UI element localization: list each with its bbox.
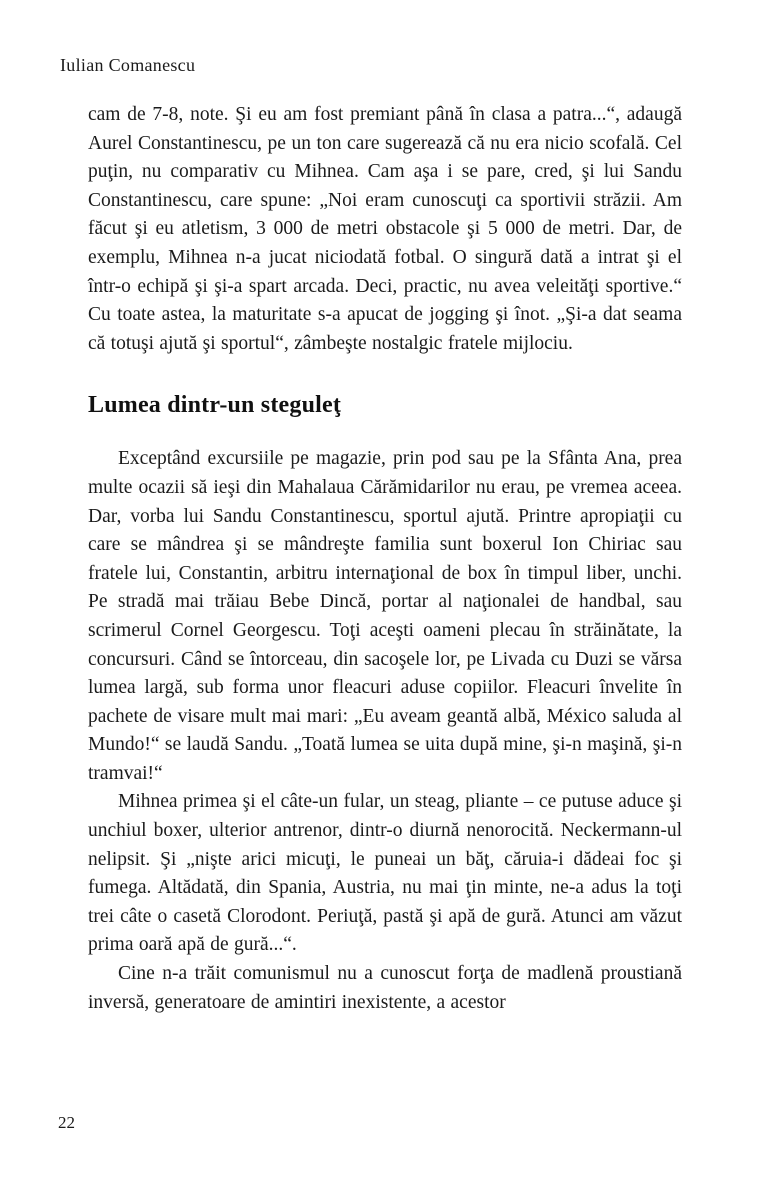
- page-number: 22: [58, 1113, 75, 1132]
- paragraph: Mihnea primea şi el câte-un fular, un steag, pliante – ce putuse aduce şi unchiul boxer, ulterior antrenor, dintr-o diurnă nenorocită. Neckermann-ul nelipsit. Şi „nişte arici micuţi, le puneai un băţ, căruia-i dădeai foc şi fumega. Altădată, din Spania, Austria, nu mai ţin minte, ne-a adus la toţi trei câte o casetă Clorodont. Periuţă, pastă şi apă de gură. Atunci am văzut prima oară apă de gură...“.: [88, 791, 682, 956]
- section-heading: Lumea dintr-un steguleţ: [88, 392, 342, 419]
- paragraph: Cine n-a trăit comunismul nu a cunoscut forţa de madlenă proustiană inversă, generatoare de amintiri inexistente, a acestor: [88, 963, 682, 1013]
- paragraph: Exceptând excursiile pe magazie, prin pod sau pe la Sfânta Ana, prea multe ocazii să ieşi din Mahalaua Cărămidarilor nu erau, pe vremea aceea. Dar, vorba lui Sandu Constantinescu, sportul ajută. Printre apropiaţii cu care se mândrea şi se mândreşte familia sunt boxerul Ion Chiriac sau fratele lui, Constantin, arbitru internaţional de box în timpul liber, unchi. Pe stradă mai trăiau Bebe Dincă, portar al naţionalei de handbal, sau scrimerul Cornel Georgescu. Toţi aceşti oameni plecau în străinătate, la concursuri. Când se întorceau, din sacoşele lor, pe Livada cu Duzi se vărsa lumea largă, sub forma unor fleacuri aduse copiilor. Fleacuri învelite în pachete de visare mult mai mari: „Eu aveam geantă albă, México saluda al Mundo!“ se laudă Sandu. „Toată lumea se uita după mine, şi-n maşină, şi-n tramvai!“: [88, 448, 682, 784]
- running-header-author: Iulian Comanescu: [60, 55, 196, 75]
- paragraph-continuation: cam de 7-8, note. Şi eu am fost premiant până în clasa a patra...“, adaugă Aurel Constantinescu, pe un ton care sugerează că nu era nicio scofală. Cel puţin, nu comparativ cu Mihnea. Cam aşa i se pare, cred, şi lui Sandu Constantinescu, care spune: „Noi eram cunoscuţi ca sportivii străzii. Am făcut şi eu atletism, 3 000 de metri obstacole şi 5 000 de metri. Dar, de exemplu, Mihnea n-a jucat niciodată fotbal. O singură dată a intrat şi el într-o echipă şi şi-a spart arcada. Deci, practic, nu avea veleităţi sportive.“ Cu toate astea, la maturitate s-a apucat de jogging şi înot. „Şi-a dat seama că totuşi ajută şi sportul“, zâmbeşte nostalgic fratele mijlociu.: [88, 104, 682, 354]
- text-block: [88, 101, 682, 1017]
